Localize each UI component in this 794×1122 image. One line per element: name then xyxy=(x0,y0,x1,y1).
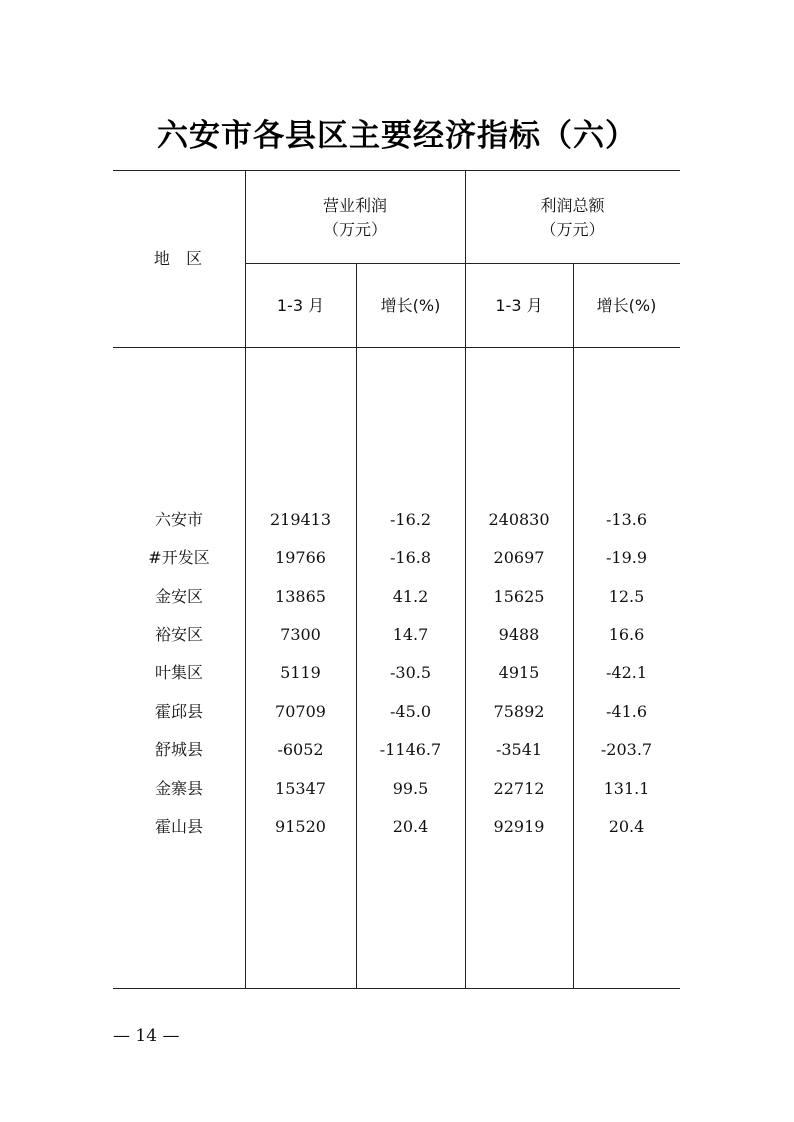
header-total-growth xyxy=(573,294,680,318)
op-profit-cell: 91520 xyxy=(275,817,326,836)
header-op-growth xyxy=(356,294,465,318)
header-group-rule xyxy=(245,263,680,264)
total-profit-cell: 92919 xyxy=(493,817,545,836)
total-growth-cell: 16.6 xyxy=(608,625,645,644)
region-cell: 舒城县 xyxy=(154,740,203,759)
region-cell: 裕安区 xyxy=(154,625,203,644)
header-total-period xyxy=(465,294,573,318)
region-cell: 霍邱县 xyxy=(154,702,203,721)
total-growth-cell: 131.1 xyxy=(603,779,650,798)
total-profit-cell: 22712 xyxy=(493,779,545,798)
total-growth-cell: -13.6 xyxy=(605,510,648,529)
header-operating-profit xyxy=(245,194,465,242)
total-profit-cell: 75892 xyxy=(493,702,545,721)
total-profit-cell: 240830 xyxy=(488,510,550,529)
total-profit-cell: 15625 xyxy=(493,587,545,606)
header-total-profit xyxy=(465,194,680,242)
region-cell: 金寨县 xyxy=(154,779,203,798)
op-profit-cell: 15347 xyxy=(275,779,326,798)
op-profit-cell: 70709 xyxy=(275,702,326,721)
header-op-period xyxy=(245,294,356,318)
header-region-label: 地 区 xyxy=(153,249,205,268)
total-growth-cell: -41.6 xyxy=(605,702,648,721)
region-cell: 金安区 xyxy=(154,587,203,606)
op-profit-cell: 5119 xyxy=(280,663,321,682)
op-growth-cell: 99.5 xyxy=(392,779,429,798)
total-growth-cell: -203.7 xyxy=(600,740,653,759)
column-divider-region xyxy=(245,170,246,988)
region-cell: 霍山县 xyxy=(154,817,203,836)
op-growth-cell: -30.5 xyxy=(389,663,432,682)
op-profit-cell: 219413 xyxy=(269,510,332,529)
op-profit-cell: 13865 xyxy=(275,587,326,606)
column-divider-group xyxy=(465,170,466,988)
header-total-period-label: 1-3 月 xyxy=(495,296,543,315)
op-growth-cell: 14.7 xyxy=(392,625,429,644)
page-number: — 14 — xyxy=(113,1026,180,1046)
op-profit-cell: -6052 xyxy=(277,740,324,759)
header-region xyxy=(113,247,245,271)
total-profit-cell: 9488 xyxy=(498,625,540,644)
region-cell: #开发区 xyxy=(148,548,210,567)
header-op-growth-label: 增长(%) xyxy=(380,296,441,315)
header-total-profit-name: 利润总额 xyxy=(540,196,605,215)
header-op-period-label: 1-3 月 xyxy=(276,296,325,315)
total-profit-cell: 20697 xyxy=(493,548,545,567)
table-top-rule xyxy=(113,170,680,171)
op-growth-cell: -16.2 xyxy=(389,510,432,529)
op-profit-cell: 7300 xyxy=(280,625,321,644)
total-growth-cell: 20.4 xyxy=(608,817,645,836)
region-cell: 六安市 xyxy=(154,510,203,529)
region-cell: 叶集区 xyxy=(154,663,203,682)
op-profit-cell: 19766 xyxy=(275,548,326,567)
total-growth-cell: -19.9 xyxy=(605,548,648,567)
op-growth-cell: 20.4 xyxy=(392,817,429,836)
header-operating-profit-name: 营业利润 xyxy=(322,196,387,215)
total-growth-cell: -42.1 xyxy=(605,663,648,682)
total-growth-cell: 12.5 xyxy=(608,587,645,606)
op-growth-cell: -16.8 xyxy=(389,548,432,567)
total-profit-cell: -3541 xyxy=(495,740,543,759)
header-bottom-rule xyxy=(113,347,680,348)
table-bottom-rule xyxy=(113,988,680,989)
header-total-growth-label: 增长(%) xyxy=(596,296,657,315)
header-total-profit-unit: （万元） xyxy=(540,220,605,239)
total-profit-cell: 4915 xyxy=(498,663,540,682)
op-growth-cell: -45.0 xyxy=(389,702,432,721)
op-growth-cell: 41.2 xyxy=(392,587,429,606)
op-growth-cell: -1146.7 xyxy=(379,740,442,759)
page-title: 六安市各县区主要经济指标（六） xyxy=(157,118,637,154)
header-operating-profit-unit: （万元） xyxy=(322,220,387,239)
